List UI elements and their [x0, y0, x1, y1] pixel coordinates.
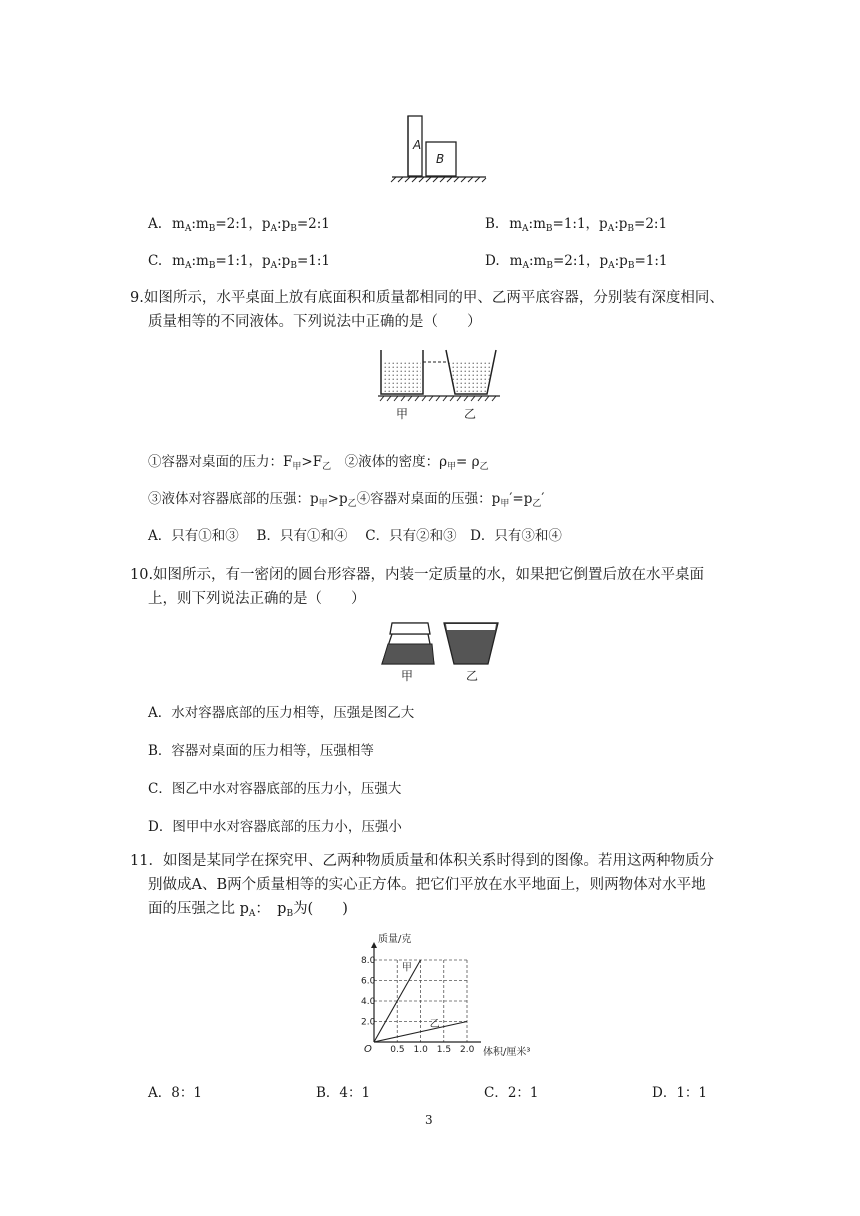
q11-stem-line2: 别做成A、B两个质量相等的实心正方体。把它们平放在水平地面上，则两物体对水平地	[148, 877, 706, 893]
q8-figure	[388, 112, 490, 184]
q9-figure	[376, 346, 502, 430]
series-label-jia: 甲	[401, 962, 412, 974]
q10-label-yi: 乙	[466, 669, 479, 683]
q10-stem-line2: 上，则下列说法正确的是（ ）	[148, 591, 366, 607]
x-tick-label: 1.0	[413, 1045, 428, 1055]
y-axis-arrow	[371, 942, 377, 948]
series-label-yi: 乙	[429, 1019, 440, 1031]
q11-stem-line3: 面的压强之比 $p_A$： $p_B$为( )	[148, 901, 348, 919]
q9-options[interactable]: A．只有①和③ B．只有①和④ C．只有②和③ D．只有③和④	[148, 528, 562, 544]
q10-label-jia: 甲	[401, 669, 414, 683]
q11-option-a[interactable]: A．8：1	[148, 1085, 202, 1101]
q10-option-a[interactable]: A．水对容器底部的压力相等，压强是图乙大	[148, 705, 415, 721]
q9-statement-2: ③液体对容器底部的压强：$p_甲>p_乙④$容器对桌面的压强：$p_甲'=p_乙'$	[148, 491, 545, 509]
q11-option-d[interactable]: D．1：1	[652, 1085, 708, 1101]
q8-option-a[interactable]: A. $m_A:m_B=2:1$，$p_A:p_B=2:1$	[148, 216, 330, 234]
q11-option-c[interactable]: C．2：1	[484, 1085, 539, 1101]
q9-label-yi: 乙	[464, 407, 477, 421]
q11-option-b[interactable]: B．4：1	[316, 1085, 371, 1101]
y-tick-label: 4.0	[361, 997, 376, 1007]
q10-stem-line1: 10.如图所示，有一密闭的圆台形容器，内装一定质量的水，如果把它倒置后放在水平桌面	[130, 567, 705, 583]
y-tick-label: 6.0	[361, 976, 376, 987]
q8-option-d[interactable]: D. $m_A:m_B=2:1$，$p_A:p_B=1:1$	[485, 253, 668, 271]
q9-label-jia: 甲	[396, 407, 409, 421]
x-tick-label: 2.0	[460, 1045, 475, 1055]
q9-statement-1: ①容器对桌面的压力：$F_甲>F_乙$ ②液体的密度：$\rho_甲= \rho_乙$	[148, 454, 489, 472]
q8-option-c[interactable]: C. $m_A:m_B=1:1$，$p_A:p_B=1:1$	[148, 253, 330, 271]
q11-chart	[360, 928, 535, 1058]
chart-xlabel: 体积/厘米³	[483, 1047, 531, 1058]
x-tick-label: 0.5	[390, 1045, 405, 1055]
chart-origin: O	[364, 1044, 372, 1055]
q11-stem-line1: 11．如图是某同学在探究甲、乙两种物质质量和体积关系时得到的图像。若用这两种物质分	[130, 853, 714, 869]
y-tick-label: 8.0	[361, 956, 376, 966]
q9-stem-line1: 9.如图所示，水平桌面上放有底面积和质量都相同的甲、乙两平底容器，分别装有深度相同、	[130, 290, 724, 306]
q10-option-c[interactable]: C．图乙中水对容器底部的压力小，压强大	[148, 781, 402, 797]
q10-option-b[interactable]: B．容器对桌面的压力相等，压强相等	[148, 743, 374, 759]
page-number: 3	[425, 1113, 433, 1127]
q10-figure	[378, 620, 504, 684]
series-line-yi	[374, 1022, 467, 1043]
q9-stem-line2: 质量相等的不同液体。下列说法中正确的是（ ）	[148, 314, 482, 330]
x-tick-label: 1.5	[436, 1045, 452, 1055]
chart-ylabel: 质量/克	[378, 934, 412, 945]
q8-option-b[interactable]: B. $m_A:m_B=1:1$，$p_A:p_B=2:1$	[485, 216, 668, 234]
y-tick-label: 2.0	[361, 1017, 376, 1028]
q10-option-d[interactable]: D．图甲中水对容器底部的压力小，压强小	[148, 819, 402, 835]
block-a-label: A	[413, 138, 422, 152]
block-b-label: B	[436, 152, 445, 166]
